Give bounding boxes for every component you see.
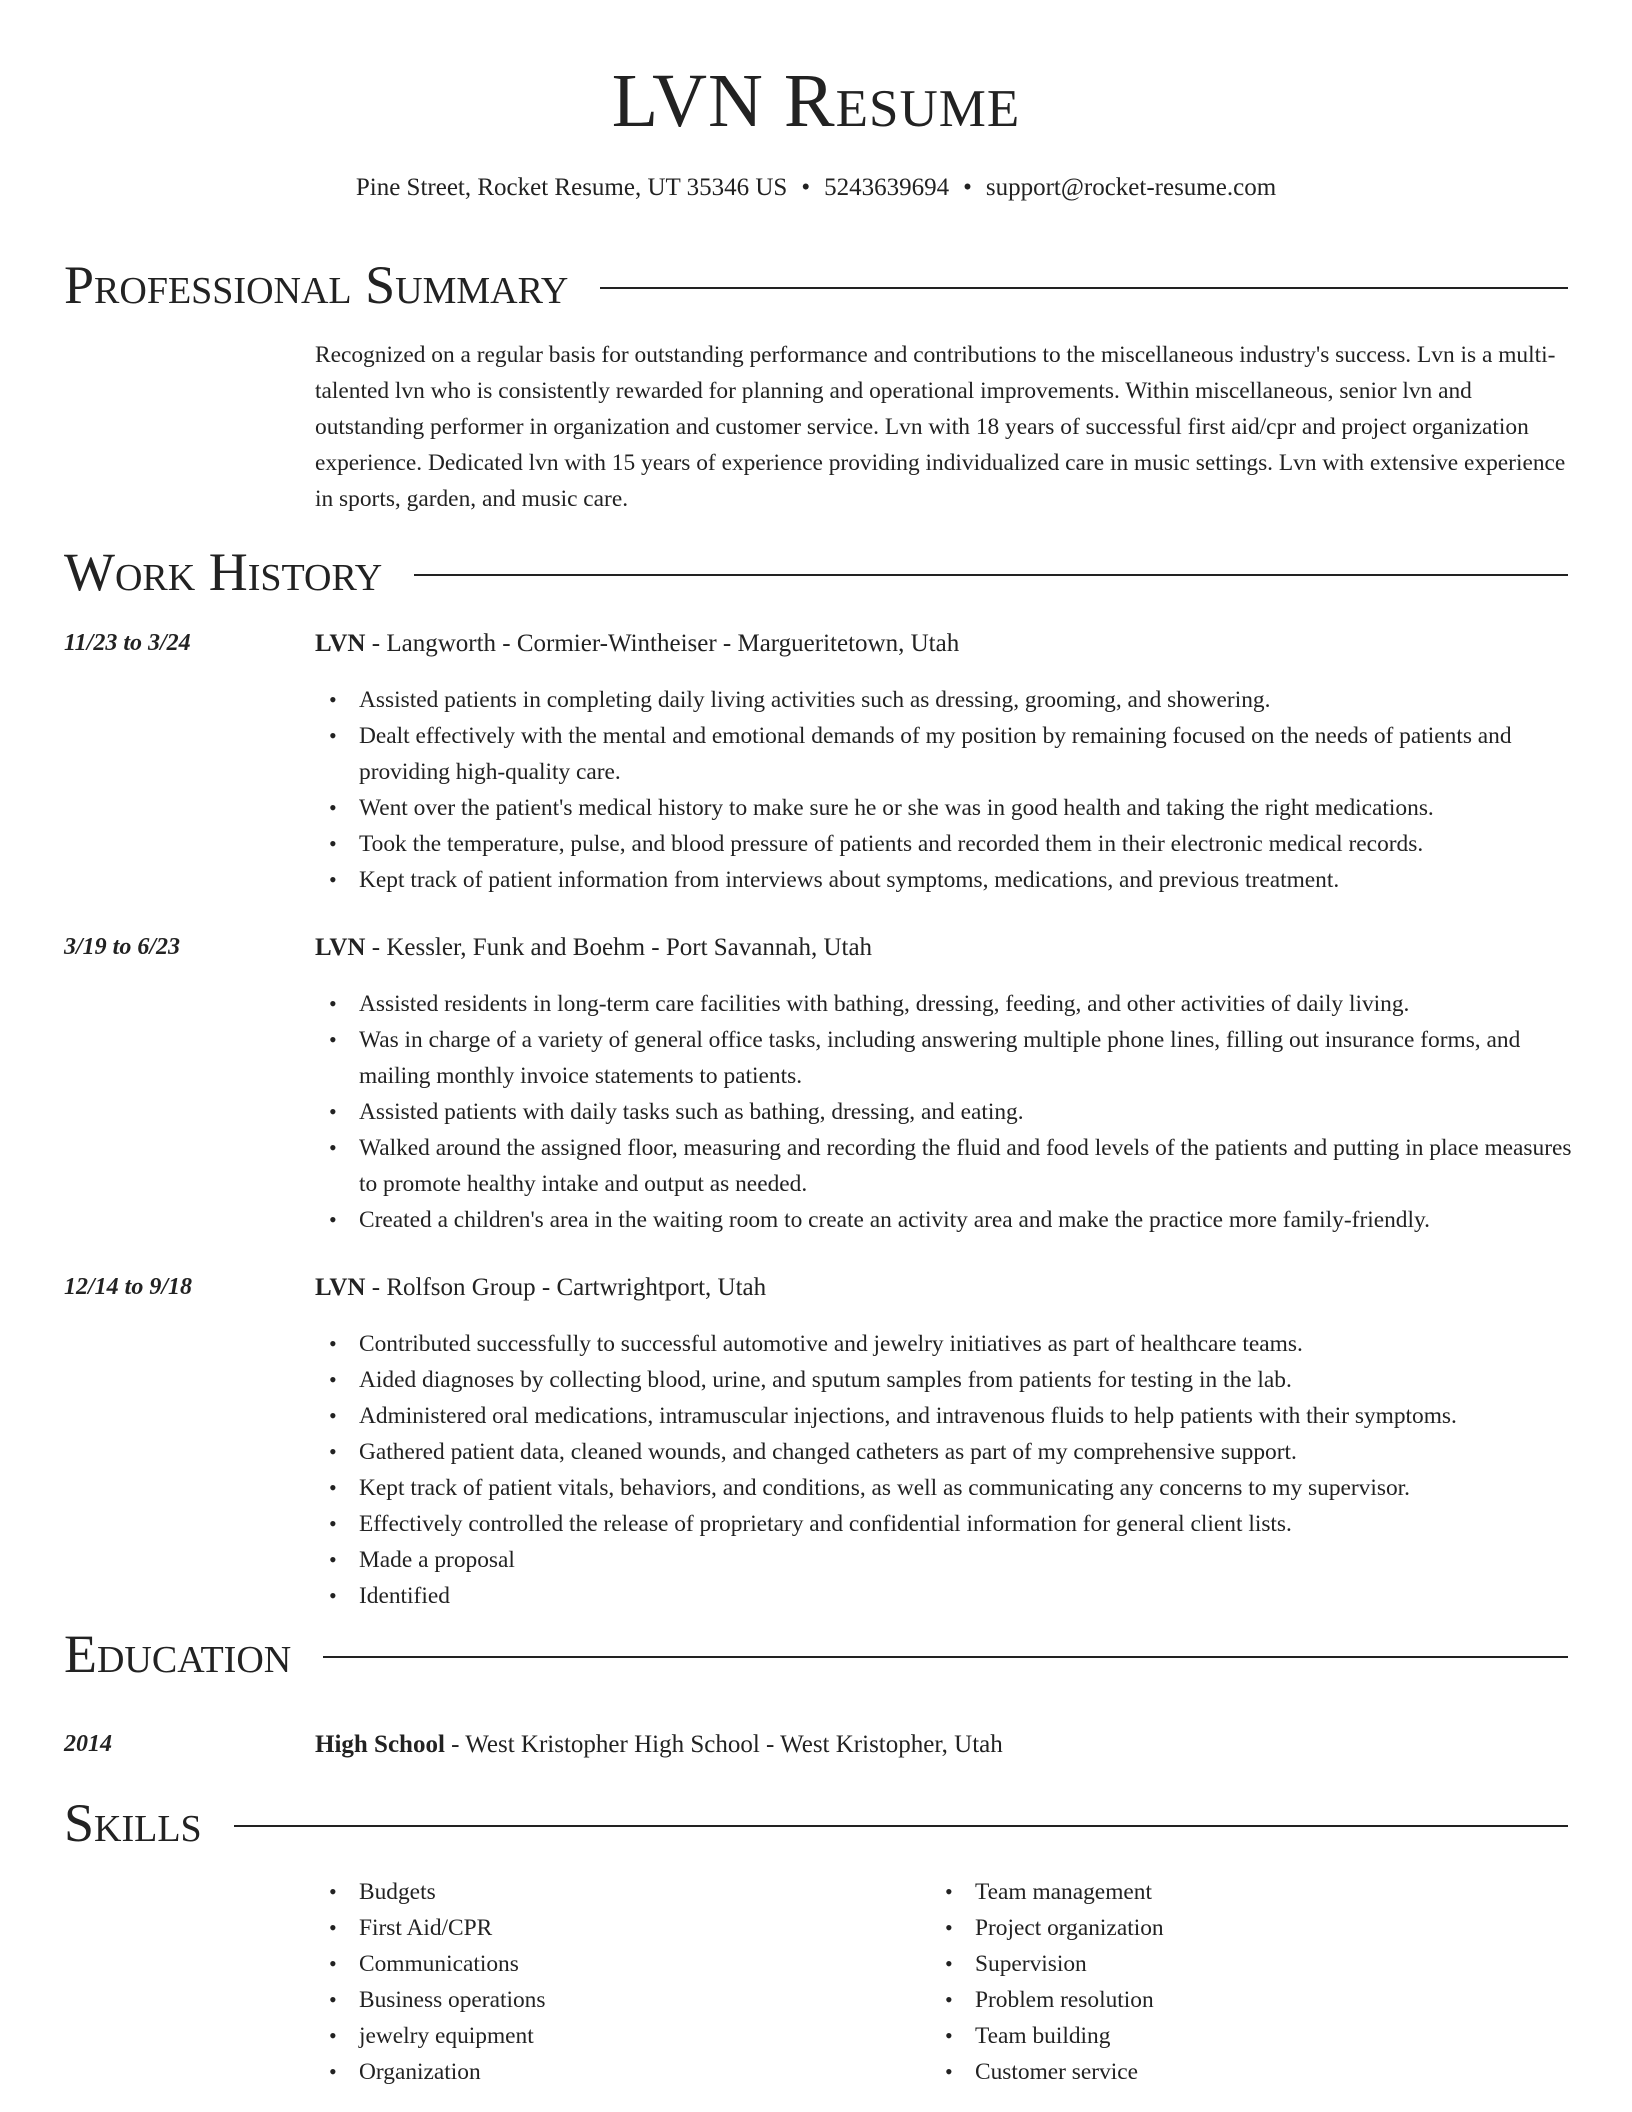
- education-year: 2014: [64, 1731, 112, 1757]
- education-heading: [315, 1731, 1003, 1759]
- resume-title: LVN Resume: [611, 59, 1021, 143]
- section-title: Professional Summary: [64, 255, 569, 315]
- list-item: • Assisted patients with daily tasks such as bathing, dressing, and eating.: [315, 1094, 1580, 1130]
- list-item: • Identified: [315, 1578, 1580, 1614]
- summary-text: Recognized on a regular basis for outstanding performance and contributions to the miscellaneous industry's success. Lvn is a multi-talented lvn who is consistently rewarded for planning and operational improvements. Within miscellaneous, senior lvn and outstanding performer in organization and customer service. Lvn with 18 years of successful first aid/cpr and project organization experience. Dedicated lvn with 15 years of experience providing individualized care in music settings. Lvn with extensive experience in sports, garden, and music care.: [315, 342, 1566, 512]
- job-dates: 12/14 to 9/18: [64, 1274, 193, 1300]
- job-heading: [315, 1274, 766, 1302]
- section-title: Skills: [64, 1793, 202, 1853]
- job-bullets: [315, 986, 1580, 1238]
- skill-item: • Customer service: [931, 2054, 1491, 2090]
- job-bullets: [315, 1326, 1580, 1614]
- skills-list-left: [315, 1874, 875, 2090]
- skill-item: • Team building: [931, 2018, 1491, 2054]
- section-divider: [323, 1656, 1568, 1658]
- list-item: • Walked around the assigned floor, measuring and recording the fluid and food levels of the patients and putting in place measures to promote healthy intake and output as needed.: [315, 1130, 1580, 1202]
- skill-item: • Organization: [315, 2054, 875, 2090]
- list-item: • Went over the patient's medical history to make sure he or she was in good health and taking the right medications.: [315, 790, 1580, 826]
- list-item: • Made a proposal: [315, 1542, 1580, 1578]
- job-heading: [315, 934, 872, 962]
- job-bullets: [315, 682, 1580, 898]
- job-title: LVN: [315, 1274, 366, 1301]
- list-item: • Aided diagnoses by collecting blood, urine, and sputum samples from patients for testing in the lab.: [315, 1362, 1580, 1398]
- list-item: • Was in charge of a variety of general office tasks, including answering multiple phone lines, filling out insurance forms, and mailing monthly invoice statements to patients.: [315, 1022, 1580, 1094]
- job-heading: [315, 630, 959, 658]
- section-skills-heading: [64, 1793, 1568, 1853]
- skill-item: • Team management: [931, 1874, 1491, 1910]
- contact-address: Pine Street, Rocket Resume, UT 35346 US: [355, 174, 788, 201]
- skill-item: • Supervision: [931, 1946, 1491, 1982]
- education-degree: High School: [315, 1731, 445, 1758]
- section-work-heading: [64, 542, 1568, 602]
- contact-line: [0, 174, 1632, 202]
- list-item: • Assisted residents in long-term care facilities with bathing, dressing, feeding, and other activities of daily living.: [315, 986, 1580, 1022]
- section-divider: [234, 1825, 1568, 1827]
- list-item: • Kept track of patient information from interviews about symptoms, medications, and previous treatment.: [315, 862, 1580, 898]
- skill-item: • Communications: [315, 1946, 875, 1982]
- list-item: • Assisted patients in completing daily living activities such as dressing, grooming, and showering.: [315, 682, 1580, 718]
- contact-phone: 5243639694: [824, 174, 950, 201]
- list-item: • Contributed successfully to successful automotive and jewelry initiatives as part of healthcare teams.: [315, 1326, 1580, 1362]
- section-title: Education: [64, 1624, 292, 1684]
- skill-item: • Budgets: [315, 1874, 875, 1910]
- skill-item: • First Aid/CPR: [315, 1910, 875, 1946]
- skill-item: • Project organization: [931, 1910, 1491, 1946]
- job-dates: 3/19 to 6/23: [64, 934, 181, 960]
- job-title: LVN: [315, 934, 366, 961]
- skills-list-right: [931, 1874, 1491, 2090]
- contact-separator: •: [801, 174, 811, 201]
- skill-item: • Problem resolution: [931, 1982, 1491, 2018]
- section-title: Work History: [64, 542, 383, 602]
- list-item: • Effectively controlled the release of proprietary and confidential information for general client lists.: [315, 1506, 1580, 1542]
- section-divider: [600, 287, 1568, 289]
- list-item: • Kept track of patient vitals, behaviors, and conditions, as well as communicating any concerns to my supervisor.: [315, 1470, 1580, 1506]
- job-title: LVN: [315, 630, 366, 657]
- skill-item: • jewelry equipment: [315, 2018, 875, 2054]
- job-details: - Langworth - Cormier-Wintheiser - Margueritetown, Utah: [365, 630, 960, 657]
- job-details: - Rolfson Group - Cartwrightport, Utah: [365, 1274, 767, 1301]
- contact-email: support@rocket-resume.com: [985, 174, 1277, 201]
- list-item: • Gathered patient data, cleaned wounds, and changed catheters as part of my comprehensive support.: [315, 1434, 1580, 1470]
- section-divider: [414, 574, 1568, 576]
- job-dates: 11/23 to 3/24: [64, 630, 191, 656]
- skill-item: • Business operations: [315, 1982, 875, 2018]
- list-item: • Administered oral medications, intramuscular injections, and intravenous fluids to help patients with their symptoms.: [315, 1398, 1580, 1434]
- job-details: - Kessler, Funk and Boehm - Port Savannah, Utah: [365, 934, 873, 961]
- list-item: • Took the temperature, pulse, and blood pressure of patients and recorded them in their electronic medical records.: [315, 826, 1580, 862]
- list-item: • Created a children's area in the waiting room to create an activity area and make the practice more family-friendly.: [315, 1202, 1580, 1238]
- section-education-heading: [64, 1624, 1568, 1684]
- list-item: • Dealt effectively with the mental and emotional demands of my position by remaining focused on the needs of patients and providing high-quality care.: [315, 718, 1580, 790]
- section-summary-heading: [64, 255, 1568, 315]
- education-details: - West Kristopher High School - West Kristopher, Utah: [444, 1731, 1003, 1758]
- contact-separator: •: [963, 174, 972, 201]
